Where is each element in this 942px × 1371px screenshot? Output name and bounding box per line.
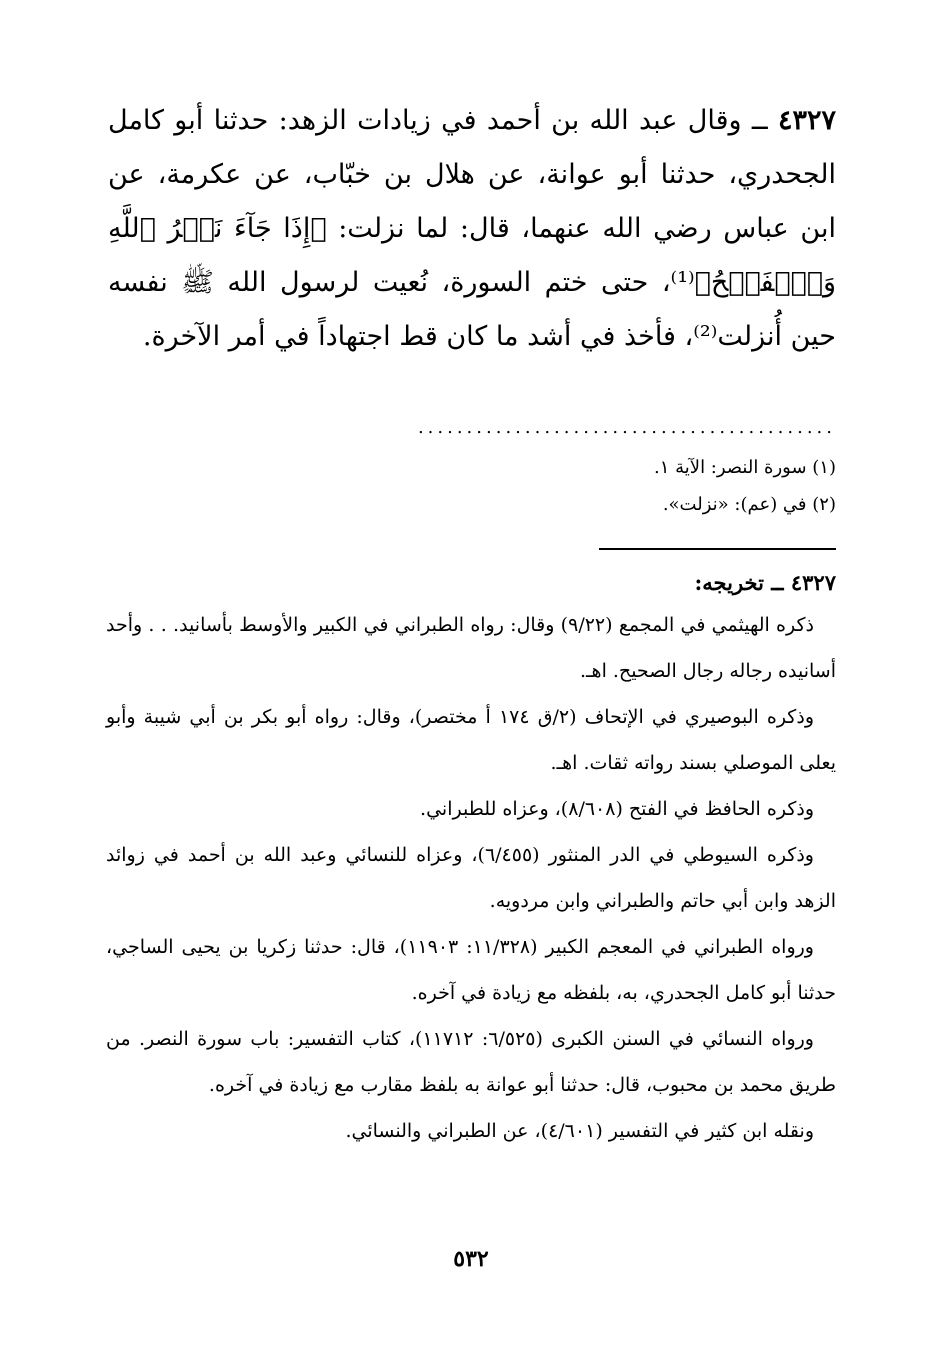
footnote-separator: ...........................................	[417, 418, 836, 438]
takhrij-paragraph: وذكره الحافظ في الفتح (٨/٦٠٨)، وعزاه للطبراني.	[420, 798, 814, 820]
footnote-2: (٢) في (عم): «نزلت».	[662, 494, 836, 515]
takhrij-body	[106, 602, 836, 1154]
takhrij-paragraph: ذكره الهيثمي في المجمع (٩/٢٢) وقال: رواه الطبراني في الكبير والأوسط بأسانيد. . . وأحد أسانيده رجاله رجال الصحيح. اهـ.	[106, 614, 836, 682]
takhrij-paragraph: وذكره البوصيري في الإتحاف (٢/ق ١٧٤ أ مختصر)، وقال: رواه أبو بكر بن أبي شيبة وأبو يعلى الموصلي بسند رواته ثقات. اهـ.	[106, 706, 836, 774]
hadith-number: ٤٣٢٧	[777, 105, 836, 136]
page-number: ٥٣٢	[453, 1246, 489, 1272]
footnote-1: (١) سورة النصر: الآية ١.	[654, 457, 836, 478]
takhrij-heading: ٤٣٢٧ ــ تخريجه:	[694, 570, 836, 595]
takhrij-paragraph: ورواه النسائي في السنن الكبرى (٦/٥٢٥: ١١٧١٢)، كتاب التفسير: باب سورة النصر. من طريق محمد بن محبوب، قال: حدثنا أبو عوانة به بلفظ مقارب مع زيادة في آخره.	[106, 1028, 836, 1096]
section-divider	[599, 548, 836, 550]
takhrij-paragraph: وذكره السيوطي في الدر المنثور (٦/٤٥٥)، وعزاه للنسائي وعبد الله بن أحمد في زوائد الزهد وابن أبي حاتم والطبراني وابن مردويه.	[106, 844, 836, 912]
hadith-paragraph	[108, 94, 836, 364]
takhrij-paragraph: ورواه الطبراني في المعجم الكبير (١١/٣٢٨: ١١٩٠٣)، قال: حدثنا زكريا بن يحيى الساجي، حدثنا أبو كامل الجحدري، به، بلفظه مع زيادة في آخره.	[106, 936, 836, 1004]
hadith-text: ــ وقال عبد الله بن أحمد في زيادات الزهد: حدثنا أبو كامل الجحدري، حدثنا أبو عوانة، عن هلال بن خبّاب، عن عكرمة، عن ابن عباس رضي الله عنهما، قال: لما نزلت: ﴿إِذَا جَآءَ نَصۡرُ ٱللَّهِ وَٱلۡفَتۡحُ﴾⁽¹⁾، حتى ختم السورة، نُعيت لرسول الله ﷺ نفسه حين أُنزلت⁽²⁾، فأخذ في أشد ما كان قط اجتهاداً في أمر الآخرة.	[108, 105, 836, 352]
takhrij-paragraph: ونقله ابن كثير في التفسير (٤/٦٠١)، عن الطبراني والنسائي.	[345, 1120, 814, 1142]
